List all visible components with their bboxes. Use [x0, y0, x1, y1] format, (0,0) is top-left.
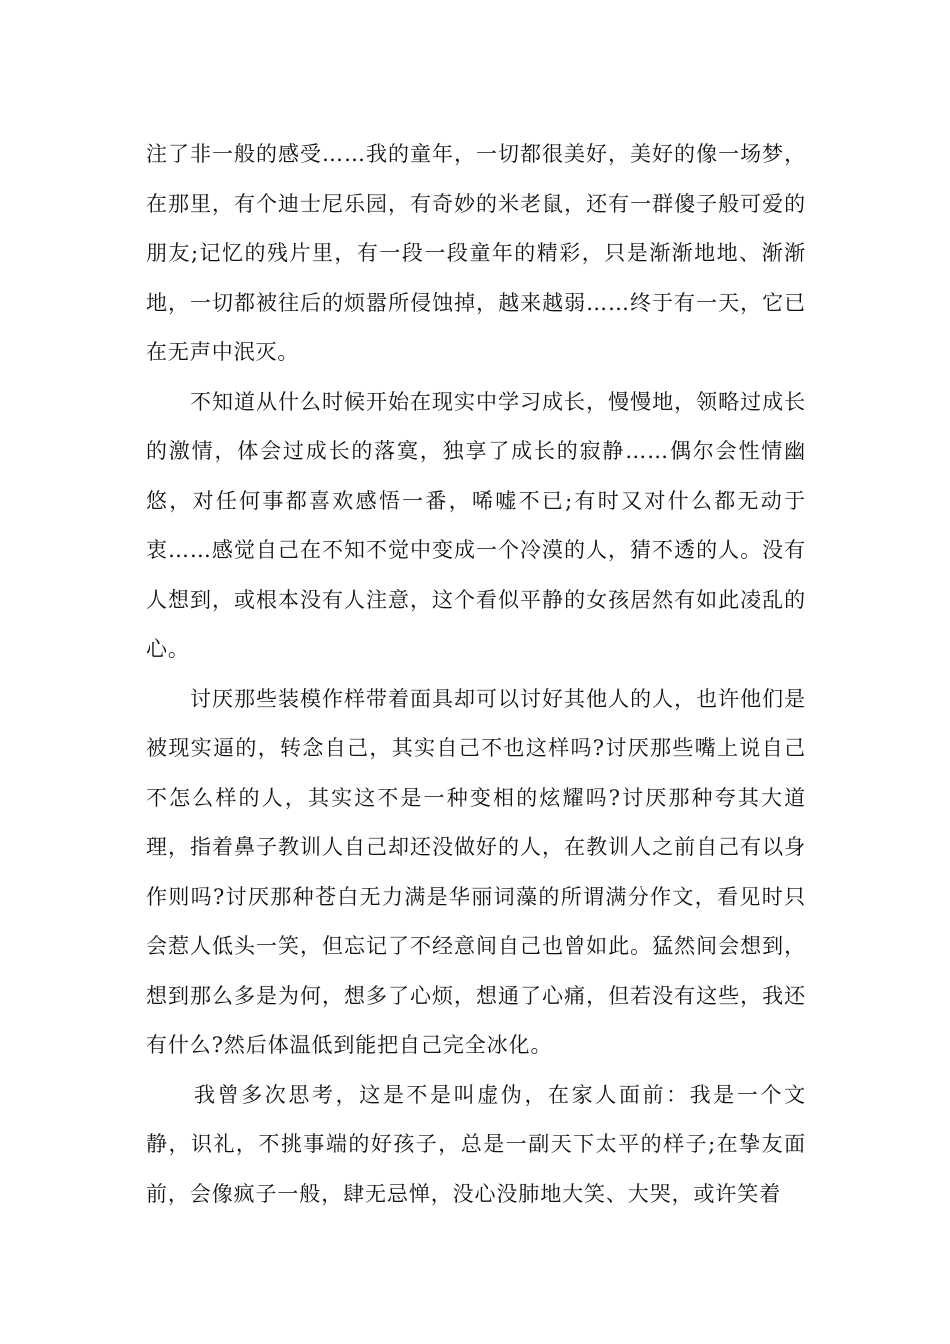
paragraph-1: 注了非一般的感受……我的童年，一切都很美好，美好的像一场梦，在那里，有个迪士尼乐园，有奇妙的米老鼠，还有一群傻子般可爱的朋友;记忆的残片里，有一段一段童年的精彩，只是渐渐地地、渐渐地，一切都被往后的烦嚣所侵蚀掉，越来越弱……终于有一天，它已在无声中泯灭。 [146, 142, 806, 364]
paragraph-2: 不知道从什么时候开始在现实中学习成长，慢慢地，领略过成长的激情，体会过成长的落寞，独享了成长的寂静……偶尔会性情幽悠，对任何事都喜欢感悟一番，唏嘘不已;有时又对什么都无动于衷……感觉自己在不知不觉中变成一个冷漠的人，猜不透的人。没有人想到，或根本没有人注意，这个看似平静的女孩居然有如此凌乱的心。 [146, 389, 806, 661]
paragraph-3: 讨厌那些装模作样带着面具却可以讨好其他人的人，也许他们是被现实逼的，转念自己，其实自己不也这样吗?讨厌那些嘴上说自己不怎么样的人，其实这不是一种变相的炫耀吗?讨厌那种夸其大道理，指着鼻子教训人自己却还没做好的人，在教训人之前自己有以身作则吗?讨厌那种苍白无力满是华丽词藻的所谓满分作文，看见时只会惹人低头一笑，但忘记了不经意间自己也曾如此。猛然间会想到，想到那么多是为何，想多了心烦，想通了心痛，但若没有这些，我还有什么?然后体温低到能把自己完全冰化。 [146, 686, 806, 1057]
document-body [146, 130, 806, 1219]
paragraph-4: 我曾多次思考，这是不是叫虚伪，在家人面前：我是一个文静，识礼，不挑事端的好孩子，总是一副天下太平的样子;在挚友面前，会像疯子一般，肆无忌惮，没心没肺地大笑、大哭，或许笑着 [146, 1082, 806, 1206]
